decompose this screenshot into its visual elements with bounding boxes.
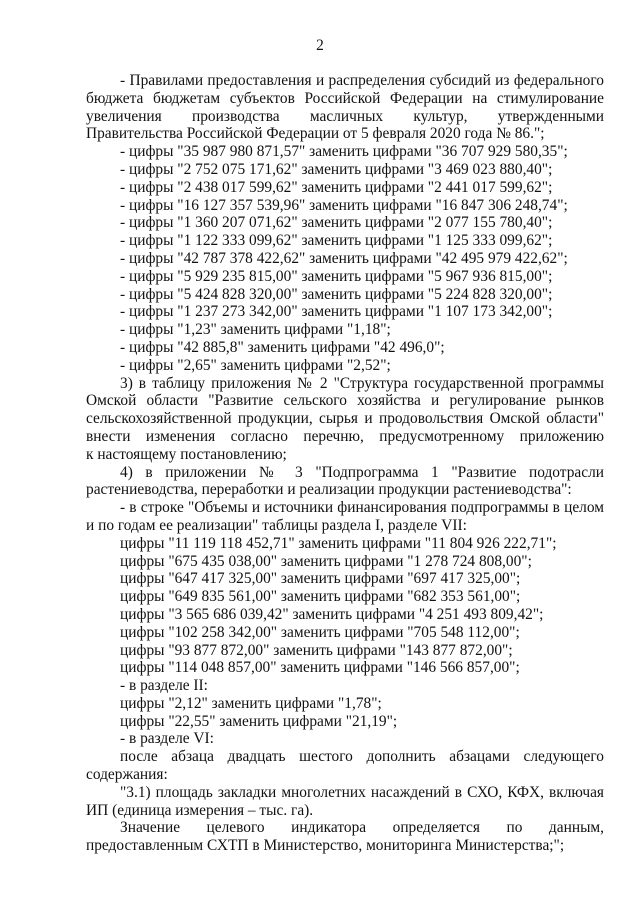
paragraph [86, 642, 604, 660]
text-line: к настоящему постановлению; [86, 445, 287, 463]
paragraph [86, 72, 604, 143]
text-line: бюджета бюджетам субъектов Российской Федерации на стимулирование [86, 89, 604, 107]
paragraph [86, 659, 604, 677]
paragraph [86, 677, 604, 695]
text-line: - цифры "5 929 235 815,00" заменить цифрами "5 967 936 815,00"; [120, 267, 553, 285]
text-line: Значение целевого индикатора определяется по данным, [120, 819, 604, 837]
text-line: предоставленным СХТП в Министерство, мониторинга Министерства;"; [86, 837, 565, 855]
text-line: цифры "675 435 038,00" заменить цифрами "1 278 724 808,00"; [120, 552, 532, 570]
document-body [86, 72, 604, 855]
text-line: - в строке "Объемы и источники финансирования подпрограммы в целом [120, 499, 604, 517]
text-line: и по годам ее реализации" таблицы раздела I, разделе VII: [86, 516, 467, 534]
text-line: "3.1) площадь закладки многолетних насаждений в СХО, КФХ, включая [120, 783, 604, 801]
text-line: - Правилами предоставления и распределения субсидий из федерального [120, 72, 604, 89]
text-line: цифры "22,55" заменить цифрами "21,19"; [120, 712, 398, 730]
text-line: увеличения производства масличных культур, утвержденными [86, 107, 604, 125]
paragraph [86, 748, 604, 784]
paragraph [86, 819, 604, 855]
text-line: - цифры "1 360 207 071,62" заменить цифрами "2 077 155 780,40"; [120, 214, 553, 232]
paragraph [86, 286, 604, 304]
text-line: - цифры "1 122 333 099,62" заменить цифрами "1 125 333 099,62"; [120, 232, 553, 250]
text-line: цифры "649 835 561,00" заменить цифрами "682 353 561,00"; [120, 588, 521, 606]
text-line: - цифры "42 787 378 422,62" заменить цифрами "42 495 979 422,62"; [120, 249, 568, 267]
paragraph [86, 232, 604, 250]
text-line: - цифры "42 885,8" заменить цифрами "42 496,0"; [120, 338, 445, 356]
text-line: цифры "3 565 686 039,42" заменить цифрами "4 251 493 809,42"; [120, 605, 544, 623]
paragraph [86, 143, 604, 161]
text-line: - цифры "2 752 075 171,62" заменить цифрами "3 469 023 880,40"; [120, 160, 553, 178]
paragraph [86, 499, 604, 535]
paragraph [86, 784, 604, 820]
text-line: - цифры "16 127 357 539,96" заменить цифрами "16 847 306 248,74"; [120, 196, 568, 214]
text-line: цифры "11 119 118 452,71" заменить цифрами "11 804 926 222,71"; [120, 534, 557, 552]
paragraph [86, 535, 604, 553]
paragraph [86, 464, 604, 500]
paragraph [86, 303, 604, 321]
text-line: цифры "647 417 325,00" заменить цифрами "697 417 325,00"; [120, 570, 521, 588]
text-line: внести изменения согласно перечню, предусмотренному приложению [86, 427, 604, 445]
paragraph [86, 339, 604, 357]
paragraph [86, 588, 604, 606]
text-line: - цифры "1 237 273 342,00" заменить цифрами "1 107 173 342,00"; [120, 303, 553, 321]
text-line: Омской области "Развитие сельского хозяйства и регулирование рынков [86, 392, 604, 410]
paragraph [86, 606, 604, 624]
text-line: - цифры "35 987 980 871,57" заменить цифрами "36 707 929 580,35"; [120, 143, 568, 161]
page-number: 2 [316, 37, 324, 54]
text-line: растениеводства, переработки и реализации продукции растениеводства": [86, 481, 572, 499]
paragraph [86, 250, 604, 268]
text-line: - в разделе VI: [120, 730, 214, 748]
text-line: Правительства Российской Федерации от 5 февраля 2020 года № 86."; [86, 125, 545, 143]
paragraph [86, 161, 604, 179]
text-line: - цифры "2 438 017 599,62" заменить цифрами "2 441 017 599,62"; [120, 178, 553, 196]
text-line: - в разделе II: [120, 677, 208, 695]
text-line: содержания: [86, 766, 168, 784]
text-line: сельскохозяйственной продукции, сырья и продовольствия Омской области" [86, 410, 604, 428]
text-line: цифры "2,12" заменить цифрами "1,78"; [120, 694, 382, 712]
paragraph [86, 695, 604, 713]
text-line: цифры "102 258 342,00" заменить цифрами "705 548 112,00"; [120, 623, 520, 641]
paragraph [86, 357, 604, 375]
text-line: - цифры "2,65" заменить цифрами "2,52"; [120, 356, 391, 374]
text-line: 3) в таблицу приложения № 2 "Структура государственной программы [120, 374, 604, 392]
text-line: после абзаца двадцать шестого дополнить абзацами следующего [120, 748, 604, 766]
paragraph [86, 179, 604, 197]
text-line: ИП (единица измерения – тыс. га). [86, 801, 314, 819]
paragraph [86, 553, 604, 571]
text-line: цифры "114 048 857,00" заменить цифрами "146 566 857,00"; [120, 659, 520, 677]
paragraph [86, 624, 604, 642]
paragraph [86, 730, 604, 748]
paragraph [86, 713, 604, 731]
paragraph [86, 197, 604, 215]
paragraph [86, 214, 604, 232]
text-line: 4) в приложении № 3 "Подпрограмма 1 "Развитие подотрасли [120, 463, 604, 481]
paragraph [86, 375, 604, 464]
paragraph [86, 570, 604, 588]
text-line: цифры "93 877 872,00" заменить цифрами "143 877 872,00"; [120, 641, 513, 659]
paragraph [86, 321, 604, 339]
text-line: - цифры "5 424 828 320,00" заменить цифрами "5 224 828 320,00"; [120, 285, 553, 303]
paragraph [86, 268, 604, 286]
text-line: - цифры "1,23" заменить цифрами "1,18"; [120, 321, 391, 339]
